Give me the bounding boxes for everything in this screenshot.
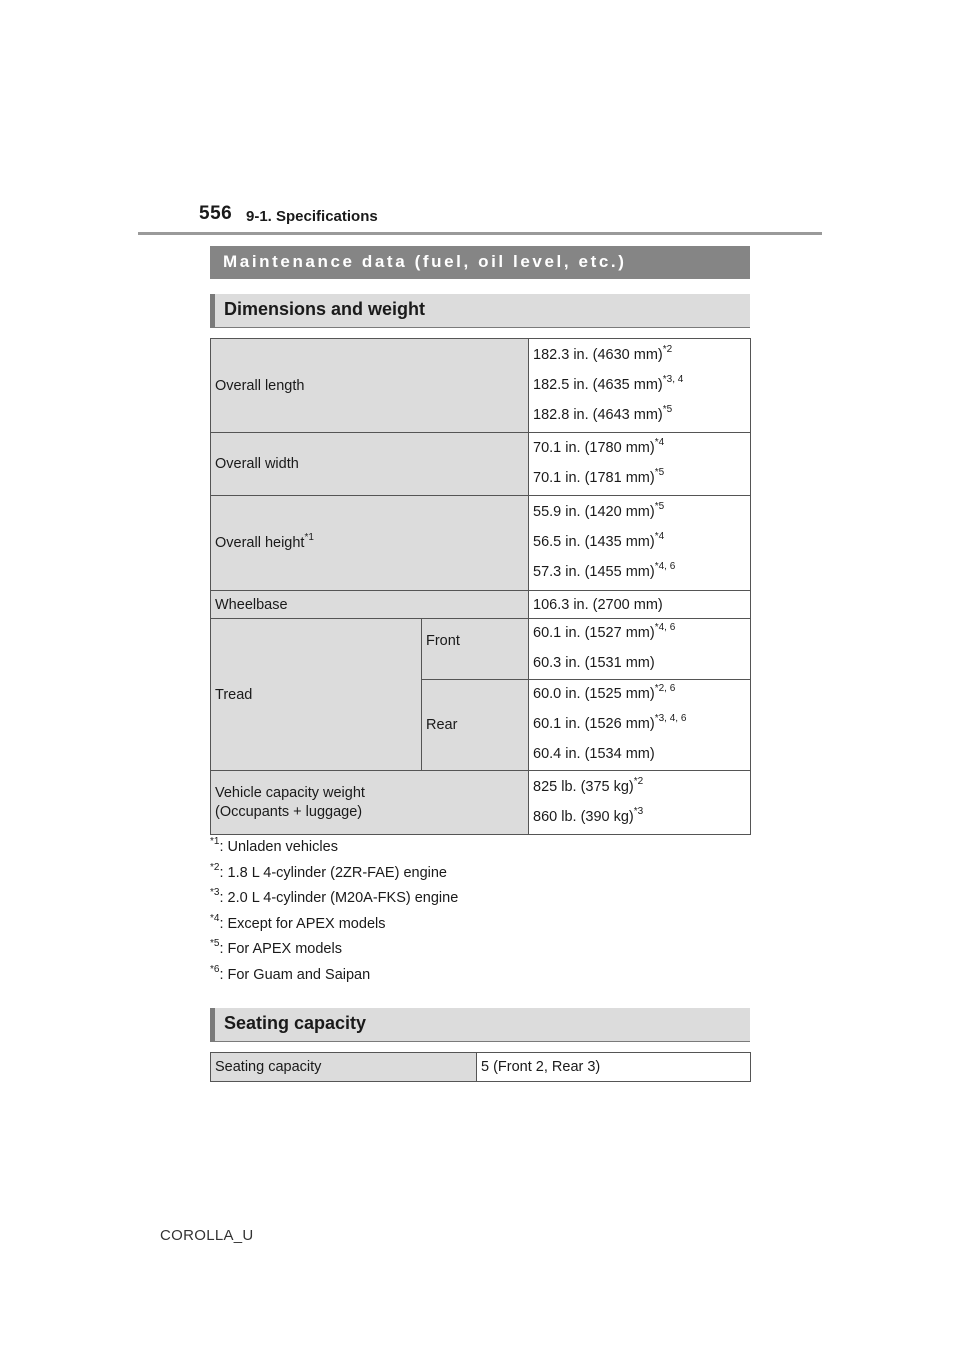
page-number: 556 [199,203,233,224]
wheelbase-value: 106.3 in. (2700 mm) [529,591,751,619]
footnote: $^{*5}$: For APEX models [210,938,342,958]
header-divider [138,232,822,235]
value-line: 825 lb. (375 kg)$^{*2}$ [533,775,644,795]
value-line: 60.4 in. (1534 mm) [533,746,655,762]
overall-width-values [529,433,751,496]
table-row-overall-width [211,433,751,496]
footnote: $^{*2}$: 1.8 L 4-cylinder (2ZR-FAE) engine [210,861,447,881]
value-line: 60.1 in. (1527 mm)$^{*4, 6}$ [533,622,676,641]
tread-label: Tread [211,619,422,771]
footer-model-code: COROLLA_U [160,1227,254,1244]
value-line: 70.1 in. (1781 mm)$^{*5}$ [533,467,665,486]
overall-width-label: Overall width [211,433,529,496]
tread-front-values [529,619,751,680]
table-row-overall-length [211,339,751,433]
value-line: 182.5 in. (4635 mm)$^{*3, 4}$ [533,373,684,393]
dimensions-table [210,338,751,835]
footnote: $^{*4}$: Except for APEX models [210,912,386,932]
overall-length-label: Overall length [211,339,529,433]
footnote: $^{*6}$: For Guam and Saipan [210,963,371,983]
value-line: 60.0 in. (1525 mm)$^{*2, 6}$ [533,683,676,702]
capacity-weight-values [529,771,751,835]
seating-heading: Seating capacity [210,1008,750,1042]
value-line: 60.1 in. (1526 mm)$^{*3, 4, 6}$ [533,713,687,732]
overall-height-values [529,496,751,591]
table-row-wheelbase [211,591,751,619]
value-line: 57.3 in. (1455 mm)$^{*4, 6}$ [533,561,676,580]
table-row-capacity-weight [211,771,751,835]
footnote: $^{*3}$: 2.0 L 4-cylinder (M20A-FKS) engine [210,887,459,907]
seating-table [210,1052,751,1082]
footnote: $^{*1}$: Unladen vehicles [210,836,338,855]
value-line: 860 lb. (390 kg)$^{*3}$ [533,805,644,825]
seating-value: 5 (Front 2, Rear 3) [477,1053,751,1082]
table-row-seating [211,1053,751,1082]
tread-rear-values [529,680,751,771]
value-line: 70.1 in. (1780 mm)$^{*4}$ [533,437,665,456]
footnotes-list [210,833,458,987]
capacity-weight-label: Vehicle capacity weight (Occupants + luggage) [211,771,529,835]
value-line: 182.3 in. (4630 mm)$^{*2}$ [533,343,673,363]
table-row-overall-height [211,496,751,591]
table-row-tread-front [211,619,751,680]
dimensions-heading: Dimensions and weight [210,294,750,328]
tread-front-label: Front [422,619,529,680]
section-title: 9-1. Specifications [246,208,378,225]
main-title-banner: Maintenance data (fuel, oil level, etc.) [210,246,750,279]
seating-label: Seating capacity [211,1053,477,1082]
overall-length-values [529,339,751,433]
wheelbase-label: Wheelbase [211,591,529,619]
value-line: 182.8 in. (4643 mm)$^{*5}$ [533,403,673,423]
value-line: 55.9 in. (1420 mm)$^{*5}$ [533,501,665,520]
value-line: 56.5 in. (1435 mm)$^{*4}$ [533,531,665,550]
tread-rear-label: Rear [422,680,529,771]
overall-height-label: Overall height$^{*1}$ [211,496,529,591]
value-line: 60.3 in. (1531 mm) [533,655,655,671]
